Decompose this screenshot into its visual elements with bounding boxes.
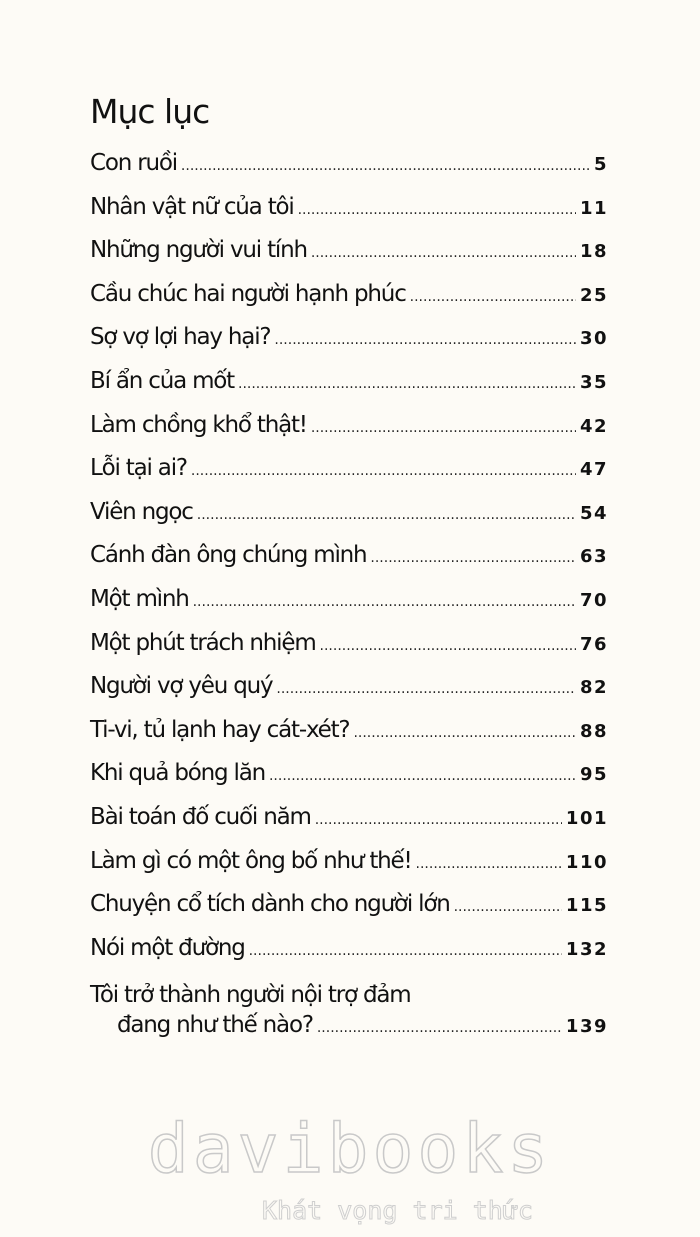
toc-entry <box>90 760 608 804</box>
toc-entry-title: Khi quả bóng lăn <box>90 760 265 787</box>
toc-entry-page: 11 <box>579 197 608 219</box>
dot-leader <box>274 332 576 348</box>
toc-entry-title: Lỗi tại ai? <box>90 455 187 482</box>
dot-leader <box>454 899 562 915</box>
toc-entry-title: Ti-vi, tủ lạnh hay cát-xét? <box>90 716 350 743</box>
toc-entry-title: Cánh đàn ông chúng mình <box>90 542 367 569</box>
dot-leader <box>298 202 576 218</box>
dot-leader <box>410 289 576 305</box>
toc-entry-page: 115 <box>565 895 608 917</box>
toc-entry-page: 54 <box>579 502 608 524</box>
toc-entry <box>90 673 608 717</box>
dot-leader <box>191 463 576 479</box>
toc-entry-page: 18 <box>579 241 608 263</box>
toc-entry-page: 76 <box>579 633 608 655</box>
dot-leader <box>269 768 576 784</box>
toc-entry <box>90 368 608 412</box>
toc-entry-page: 35 <box>579 371 608 393</box>
toc-entry-title: Một mình <box>90 585 189 612</box>
dot-leader <box>311 420 576 436</box>
toc-entry-page: 30 <box>579 328 608 350</box>
toc-entry-page: 47 <box>579 459 608 481</box>
toc-entry-title: Bí ẩn của mốt <box>90 367 234 394</box>
toc-entry-page: 95 <box>579 764 608 786</box>
toc-entry-page: 88 <box>579 720 608 742</box>
toc-entry <box>90 717 608 761</box>
toc-entry-page: 63 <box>579 546 608 568</box>
dot-leader <box>181 158 590 174</box>
toc-entry <box>90 630 608 674</box>
toc-entry-title: Sợ vợ lợi hay hại? <box>90 324 271 351</box>
toc-entry-title: Làm gì có một ông bố như thế! <box>90 847 412 874</box>
dot-leader <box>276 681 576 697</box>
toc-entry <box>90 935 608 979</box>
toc-entry <box>90 542 608 586</box>
toc-entry <box>90 499 608 543</box>
toc-entry <box>90 237 608 281</box>
toc-entry-title: Nhân vật nữ của tôi <box>90 193 294 220</box>
dot-leader <box>311 245 576 261</box>
watermark-tagline: Khát vọng tri thức <box>262 1196 533 1225</box>
dot-leader <box>353 725 576 741</box>
page-title: Mục lục <box>90 92 210 131</box>
dot-leader <box>317 1020 562 1036</box>
toc-entry <box>90 586 608 630</box>
toc-entry-page: 70 <box>579 589 608 611</box>
toc-entry-page: 5 <box>593 154 608 175</box>
dot-leader <box>315 812 562 828</box>
dot-leader <box>193 594 576 610</box>
toc-entry-title: Viên ngọc <box>90 498 193 525</box>
toc-entry-page: 25 <box>579 284 608 306</box>
dot-leader <box>416 856 562 872</box>
toc-entry <box>90 891 608 935</box>
toc-entry-page: 139 <box>565 1016 608 1038</box>
dot-leader <box>320 638 576 654</box>
toc-entry <box>90 324 608 368</box>
toc-entry-title: Cầu chúc hai người hạnh phúc <box>90 280 406 307</box>
toc-entry-title: Người vợ yêu quý <box>90 673 273 700</box>
toc-entry <box>90 281 608 325</box>
toc-entry-title: Chuyện cổ tích dành cho người lớn <box>90 891 450 918</box>
toc-entry-page: 101 <box>565 807 608 829</box>
toc-entry-page: 82 <box>579 677 608 699</box>
toc-entry <box>90 150 608 194</box>
toc-entry-title: Những người vui tính <box>90 237 307 264</box>
toc-entry <box>90 848 608 892</box>
toc-entry-last-line1: Tôi trở thành người nội trợ đảm <box>90 982 411 1009</box>
toc-entry-title: đang như thế nào? <box>117 1012 313 1039</box>
toc-entry-title: Con ruồi <box>90 150 177 176</box>
watermark-brand: davibooks <box>147 1110 553 1189</box>
dot-leader <box>197 507 576 523</box>
toc-entry <box>90 412 608 456</box>
toc-entry-page: 132 <box>565 938 608 960</box>
toc-entry-page: 42 <box>579 415 608 437</box>
toc-entry-title: Một phút trách nhiệm <box>90 629 316 656</box>
toc-entry-page: 110 <box>565 851 608 873</box>
toc-entry <box>90 804 608 848</box>
dot-leader <box>238 376 576 392</box>
toc-entry <box>90 194 608 238</box>
dot-leader <box>370 550 576 566</box>
toc-list <box>90 150 608 1050</box>
toc-entry-last-line2 <box>90 1012 608 1050</box>
toc-entry-title: Nói một đường <box>90 934 245 961</box>
toc-entry <box>90 455 608 499</box>
toc-entry-title: Làm chồng khổ thật! <box>90 411 307 438</box>
toc-entry-title: Bài toán đố cuối năm <box>90 803 311 830</box>
dot-leader <box>249 943 562 959</box>
